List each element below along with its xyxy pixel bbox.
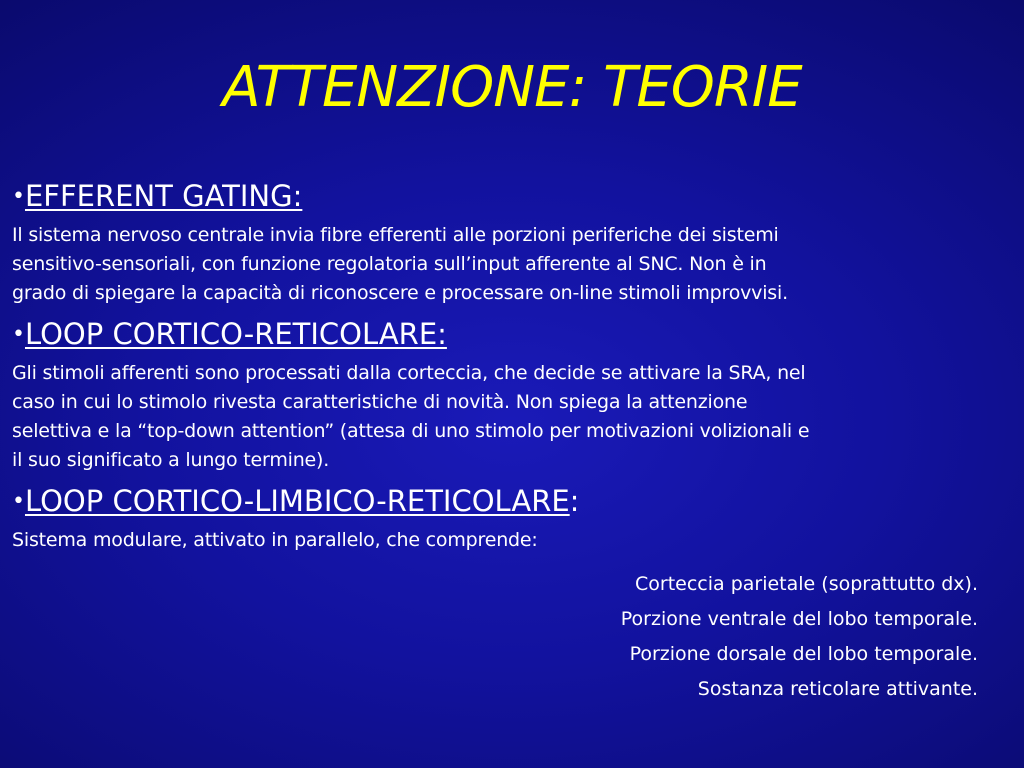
heading-suffix: : xyxy=(569,484,580,518)
heading-text: LOOP CORTICO-LIMBICO-RETICOLARE xyxy=(24,484,570,518)
heading-text: LOOP CORTICO-RETICOLARE: xyxy=(24,317,447,351)
section-paragraph-loop-cortico-reticolare xyxy=(12,359,1002,475)
paragraph-line: Gli stimoli afferenti sono processati dalla corteccia, che decide se attivare la SRA, nel xyxy=(12,362,806,384)
component-list xyxy=(621,567,978,707)
heading-text: EFFERENT GATING: xyxy=(24,179,303,213)
paragraph-line: grado di spiegare la capacità di riconoscere e processare on-line stimoli improvvisi. xyxy=(12,282,788,304)
section-heading-loop-cortico-limbico-reticolare xyxy=(12,481,1002,522)
paragraph-line: caso in cui lo stimolo rivesta caratteristiche di novità. Non spiega la attenzione xyxy=(12,391,748,413)
paragraph-line: Sistema modulare, attivato in parallelo, che comprende: xyxy=(12,529,538,551)
section-heading-efferent-gating xyxy=(12,176,1002,217)
section-paragraph-efferent-gating xyxy=(12,221,1002,308)
bullet-icon: • xyxy=(12,489,25,514)
list-item: Porzione ventrale del lobo temporale. xyxy=(620,608,978,630)
list-item: Sostanza reticolare attivante. xyxy=(697,678,978,700)
slide-title: ATTENZIONE: TEORIE xyxy=(222,55,802,120)
bullet-icon: • xyxy=(12,322,25,347)
paragraph-line: il suo significato a lungo termine). xyxy=(12,449,330,471)
list-item: Corteccia parietale (soprattutto dx). xyxy=(635,573,978,595)
paragraph-line: sensitivo-sensoriali, con funzione regolatoria sull’input afferente al SNC. Non è in xyxy=(12,253,767,275)
section-heading-loop-cortico-reticolare xyxy=(12,314,1002,355)
paragraph-line: selettiva e la “top-down attention” (attesa di uno stimolo per motivazioni volizionali e xyxy=(12,420,810,442)
paragraph-line: Il sistema nervoso centrale invia fibre efferenti alle porzioni periferiche dei sistemi xyxy=(12,224,779,246)
bullet-icon: • xyxy=(12,184,25,209)
list-item: Porzione dorsale del lobo temporale. xyxy=(629,643,978,665)
slide-content xyxy=(12,176,1002,561)
section-paragraph-loop-cortico-limbico-reticolare xyxy=(12,526,1002,555)
